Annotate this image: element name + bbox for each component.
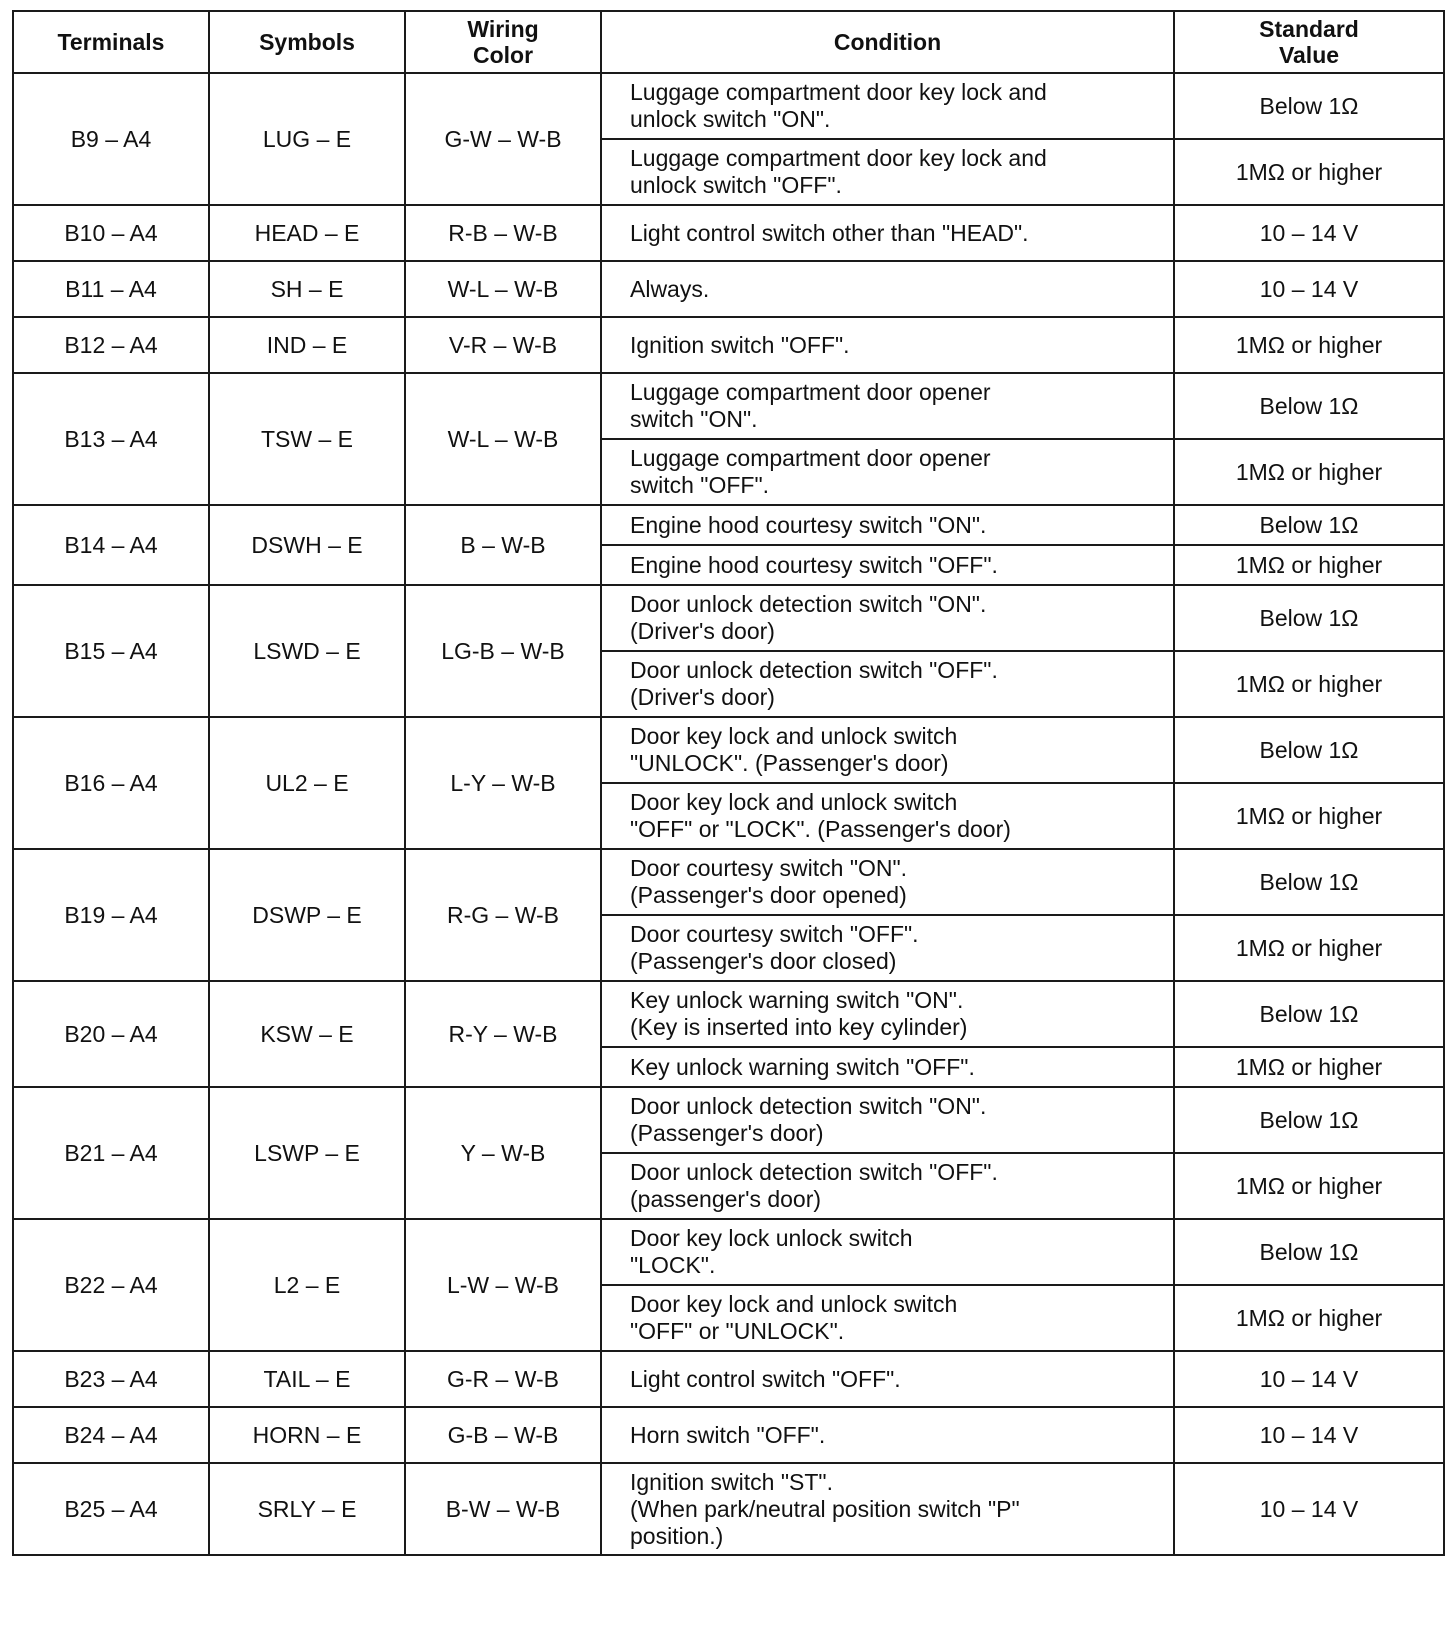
standard-value-cell: 10 – 14 V [1174,1463,1444,1555]
table-row [13,1087,1444,1153]
symbol-cell: L2 – E [209,1219,405,1351]
condition-cell [601,1219,1174,1285]
header-wiring-line2: Color [472,42,534,68]
condition-cell [601,317,1174,373]
condition-cell [601,981,1174,1047]
header-row [13,11,1444,73]
table-body [13,73,1444,1555]
condition-cell [601,849,1174,915]
standard-value-cell: 1MΩ or higher [1174,1047,1444,1087]
symbol-cell: TAIL – E [209,1351,405,1407]
wiring-color-cell: R-G – W-B [405,849,601,981]
condition-line: (When park/neutral position switch "P" [630,1495,1020,1522]
condition-cell [601,585,1174,651]
condition-line: (passenger's door) [630,1186,822,1212]
condition-line: (Driver's door) [630,618,775,644]
condition-line: unlock switch "OFF". [630,172,842,198]
condition-cell [601,1153,1174,1219]
wiring-color-cell: W-L – W-B [405,373,601,505]
header-standard-line1: Standard [1259,16,1359,42]
condition-cell [601,139,1174,205]
standard-value-cell: Below 1Ω [1174,73,1444,139]
condition-line: Luggage compartment door key lock and [630,79,1047,105]
condition-line: Engine hood courtesy switch "OFF". [630,551,998,578]
table-row [13,261,1444,317]
header-condition: Condition [601,11,1174,73]
condition-line: Door unlock detection switch "ON". [630,1093,987,1119]
symbol-cell: LUG – E [209,73,405,205]
condition-line: "LOCK". [630,1252,716,1278]
terminals-cell: B19 – A4 [13,849,209,981]
standard-value-cell: Below 1Ω [1174,373,1444,439]
terminals-cell: B14 – A4 [13,505,209,585]
terminals-cell: B23 – A4 [13,1351,209,1407]
wiring-color-cell: B-W – W-B [405,1463,601,1555]
symbol-cell: KSW – E [209,981,405,1087]
condition-cell [601,1351,1174,1407]
header-standard-line2: Value [1278,42,1340,68]
wiring-color-cell: L-W – W-B [405,1219,601,1351]
symbol-cell: TSW – E [209,373,405,505]
terminals-cell: B20 – A4 [13,981,209,1087]
condition-line: switch "OFF". [630,472,769,498]
condition-line: Door key lock and unlock switch [630,1291,958,1317]
condition-cell [601,73,1174,139]
condition-line: Light control switch other than "HEAD". [630,219,1029,246]
standard-value-cell: Below 1Ω [1174,585,1444,651]
wiring-color-cell: G-B – W-B [405,1407,601,1463]
condition-line: "OFF" or "LOCK". (Passenger's door) [630,816,1011,842]
header-wiring-color [405,11,601,73]
condition-cell [601,439,1174,505]
terminals-cell: B10 – A4 [13,205,209,261]
table-row [13,1407,1444,1463]
condition-line: (Passenger's door) [630,1120,824,1146]
condition-line: Door unlock detection switch "OFF". [630,657,998,683]
condition-line: Luggage compartment door key lock and [630,145,1047,171]
table-row [13,505,1444,545]
terminals-cell: B21 – A4 [13,1087,209,1219]
condition-line: Horn switch "OFF". [630,1421,826,1448]
standard-value-cell: 10 – 14 V [1174,1407,1444,1463]
terminals-cell: B11 – A4 [13,261,209,317]
table-row [13,205,1444,261]
terminals-cell: B24 – A4 [13,1407,209,1463]
condition-line: Key unlock warning switch "ON". [630,987,964,1013]
symbol-cell: DSWP – E [209,849,405,981]
standard-value-cell: 1MΩ or higher [1174,439,1444,505]
standard-value-cell: Below 1Ω [1174,1087,1444,1153]
standard-value-cell: 1MΩ or higher [1174,545,1444,585]
condition-line: Luggage compartment door opener [630,445,991,471]
wiring-color-cell: G-W – W-B [405,73,601,205]
terminals-cell: B16 – A4 [13,717,209,849]
standard-value-cell: 1MΩ or higher [1174,1285,1444,1351]
table-row [13,717,1444,783]
table-row [13,849,1444,915]
table-row [13,73,1444,139]
condition-cell [601,373,1174,439]
condition-line: Ignition switch "ST". [630,1468,833,1495]
condition-line: Engine hood courtesy switch "ON". [630,511,987,538]
condition-cell [601,545,1174,585]
condition-line: (Passenger's door opened) [630,882,907,908]
terminals-cell: B15 – A4 [13,585,209,717]
standard-value-cell: Below 1Ω [1174,1219,1444,1285]
condition-line: Light control switch "OFF". [630,1365,901,1392]
symbol-cell: SH – E [209,261,405,317]
condition-line: Door unlock detection switch "OFF". [630,1159,998,1185]
condition-cell [601,505,1174,545]
standard-value-cell: Below 1Ω [1174,849,1444,915]
terminals-cell: B9 – A4 [13,73,209,205]
wiring-color-cell: Y – W-B [405,1087,601,1219]
condition-line: "UNLOCK". (Passenger's door) [630,750,949,776]
standard-value-cell: 1MΩ or higher [1174,915,1444,981]
condition-line: (Key is inserted into key cylinder) [630,1014,968,1040]
table-row [13,373,1444,439]
standard-value-cell: 1MΩ or higher [1174,651,1444,717]
condition-cell [601,783,1174,849]
condition-line: Door courtesy switch "OFF". [630,921,919,947]
condition-cell [601,205,1174,261]
wiring-color-cell: B – W-B [405,505,601,585]
condition-line: position.) [630,1522,724,1549]
condition-line: (Driver's door) [630,684,775,710]
symbol-cell: IND – E [209,317,405,373]
condition-line: switch "ON". [630,406,758,432]
condition-cell [601,915,1174,981]
wiring-color-cell: LG-B – W-B [405,585,601,717]
condition-line: Door key lock and unlock switch [630,723,958,749]
wiring-color-cell: G-R – W-B [405,1351,601,1407]
terminals-cell: B22 – A4 [13,1219,209,1351]
wiring-color-cell: L-Y – W-B [405,717,601,849]
condition-line: (Passenger's door closed) [630,948,897,974]
terminals-cell: B13 – A4 [13,373,209,505]
symbol-cell: HORN – E [209,1407,405,1463]
standard-value-cell: 1MΩ or higher [1174,783,1444,849]
condition-line: Ignition switch "OFF". [630,331,850,358]
table-row [13,317,1444,373]
wiring-color-cell: W-L – W-B [405,261,601,317]
table-row [13,981,1444,1047]
condition-cell [601,717,1174,783]
condition-cell [601,1407,1174,1463]
standard-value-cell: Below 1Ω [1174,717,1444,783]
wiring-color-cell: V-R – W-B [405,317,601,373]
condition-cell [601,1463,1174,1555]
standard-value-cell: 10 – 14 V [1174,261,1444,317]
standard-value-cell: Below 1Ω [1174,505,1444,545]
condition-cell [601,1047,1174,1087]
symbol-cell: SRLY – E [209,1463,405,1555]
standard-value-cell: 1MΩ or higher [1174,139,1444,205]
standard-value-cell: 1MΩ or higher [1174,317,1444,373]
header-standard-value [1174,11,1444,73]
condition-line: Door courtesy switch "ON". [630,855,908,881]
condition-line: Luggage compartment door opener [630,379,991,405]
symbol-cell: UL2 – E [209,717,405,849]
condition-cell [601,261,1174,317]
symbol-cell: LSWD – E [209,585,405,717]
standard-value-cell: 10 – 14 V [1174,1351,1444,1407]
condition-cell [601,651,1174,717]
table-row [13,585,1444,651]
table-row [13,1219,1444,1285]
condition-line: Door key lock and unlock switch [630,789,958,815]
condition-line: "OFF" or "UNLOCK". [630,1318,845,1344]
condition-line: Always. [630,275,710,302]
symbol-cell: LSWP – E [209,1087,405,1219]
standard-value-cell: 1MΩ or higher [1174,1153,1444,1219]
header-symbols: Symbols [209,11,405,73]
header-wiring-line1: Wiring [467,16,539,42]
terminals-cell: B12 – A4 [13,317,209,373]
condition-line: unlock switch "ON". [630,106,831,132]
symbol-cell: HEAD – E [209,205,405,261]
condition-line: Key unlock warning switch "OFF". [630,1053,975,1080]
table-row [13,1351,1444,1407]
table-row [13,1463,1444,1555]
terminals-cell: B25 – A4 [13,1463,209,1555]
wiring-color-cell: R-B – W-B [405,205,601,261]
condition-line: Door unlock detection switch "ON". [630,591,987,617]
standard-value-cell: Below 1Ω [1174,981,1444,1047]
condition-line: Door key lock unlock switch [630,1225,913,1251]
condition-cell [601,1285,1174,1351]
condition-cell [601,1087,1174,1153]
standard-value-cell: 10 – 14 V [1174,205,1444,261]
header-terminals: Terminals [13,11,209,73]
wiring-color-cell: R-Y – W-B [405,981,601,1087]
terminal-inspection-table [12,10,1445,1556]
symbol-cell: DSWH – E [209,505,405,585]
